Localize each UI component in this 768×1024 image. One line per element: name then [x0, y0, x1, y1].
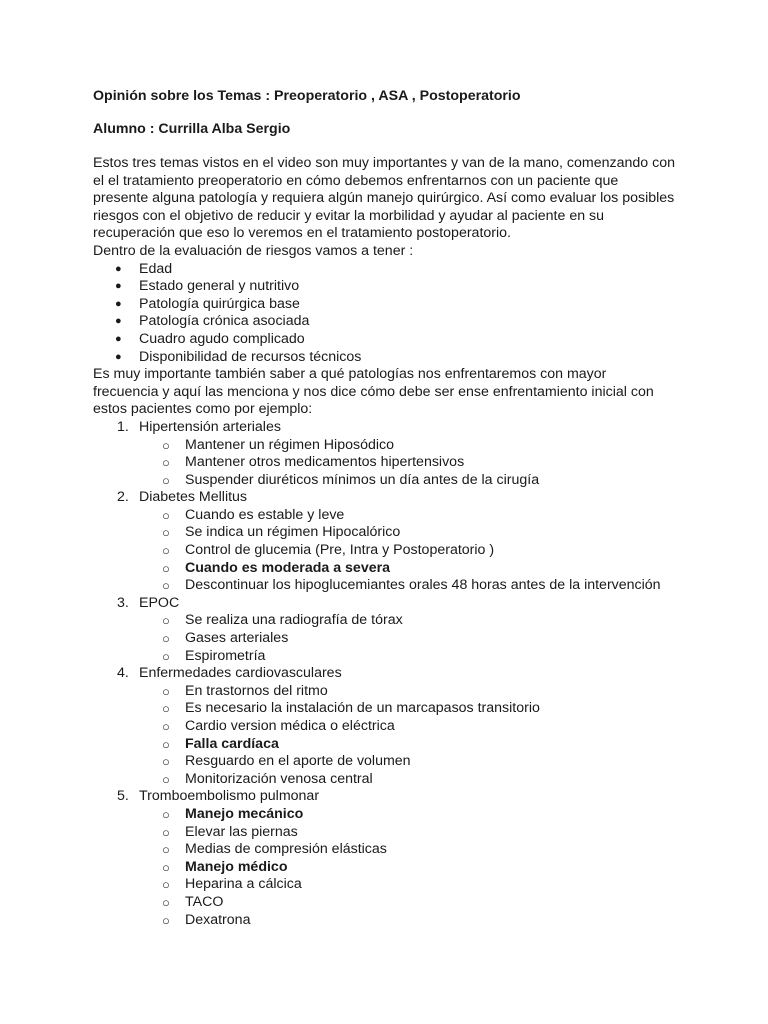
- sub-list-container: [93, 437, 693, 490]
- sub-item: [93, 894, 693, 912]
- risk-factor-item: [93, 261, 693, 279]
- circle-bullet-icon: ○: [162, 525, 170, 541]
- sub-item-text: Se indica un régimen Hipocalórico: [185, 524, 401, 541]
- bullet-icon: ●: [115, 297, 122, 310]
- bullet-icon: ●: [115, 315, 122, 328]
- sub-item-list: [93, 507, 693, 595]
- sub-item: [93, 648, 693, 666]
- sub-item-text: Suspender diuréticos mínimos un día antes de la cirugía: [185, 471, 540, 488]
- circle-bullet-icon: ○: [162, 806, 170, 822]
- paragraph-line: frecuencia y aquí las menciona y nos dice cómo debe ser ense enfrentamiento inicial con: [93, 383, 654, 400]
- risk-factor-item: [93, 349, 693, 367]
- circle-bullet-icon: ○: [162, 437, 170, 453]
- risk-factor-item: [93, 296, 693, 314]
- circle-bullet-icon: ○: [162, 771, 170, 787]
- sub-item-text: En trastornos del ritmo: [185, 682, 328, 699]
- sub-heading-text: Cuando es moderada a severa: [185, 559, 391, 576]
- sub-item-text: Resguardo en el aporte de volumen: [185, 753, 411, 770]
- intro-line: presente alguna patología y requiera algún manejo quirúrgico. Así como evaluar los posibles: [93, 190, 675, 207]
- sub-item: [93, 630, 693, 648]
- document-title: Opinión sobre los Temas : Preoperatorio , ASA , Postoperatorio: [93, 88, 521, 104]
- sub-item: [93, 824, 693, 842]
- sub-item: [93, 472, 693, 490]
- document-content: [93, 87, 693, 929]
- sub-item-text: Mantener otros medicamentos hipertensivos: [185, 454, 465, 471]
- author-line: Alumno : Currilla Alba Sergio: [93, 121, 291, 137]
- intro-paragraph: [93, 155, 693, 261]
- circle-bullet-icon: ○: [162, 507, 170, 523]
- sub-item-list: [93, 683, 693, 789]
- circle-bullet-icon: ○: [162, 736, 170, 752]
- circle-bullet-icon: ○: [162, 754, 170, 770]
- bullet-icon: ●: [115, 262, 122, 275]
- sub-item-text: Espirometría: [185, 647, 266, 664]
- circle-bullet-icon: ○: [162, 455, 170, 471]
- sub-heading-text: Manejo mecánico: [185, 805, 304, 822]
- circle-bullet-icon: ○: [162, 472, 170, 488]
- risk-factor-text: Patología quirúrgica base: [139, 295, 300, 312]
- sub-item: [93, 700, 693, 718]
- sub-item-text: Heparina a cálcica: [185, 876, 302, 893]
- list-number: 5.: [117, 788, 129, 805]
- circle-bullet-icon: ○: [162, 578, 170, 594]
- sub-item: [93, 683, 693, 701]
- circle-bullet-icon: ○: [162, 613, 170, 629]
- circle-bullet-icon: ○: [162, 560, 170, 576]
- sub-item: [93, 577, 693, 595]
- sub-item: [93, 437, 693, 455]
- pathology-item: [93, 419, 693, 437]
- circle-bullet-icon: ○: [162, 648, 170, 664]
- pathology-title: EPOC: [139, 594, 180, 611]
- circle-bullet-icon: ○: [162, 912, 170, 928]
- sub-item-text: Es necesario la instalación de un marcapasos transitorio: [185, 700, 540, 717]
- list-number: 4.: [117, 665, 129, 682]
- sub-item-text: Descontinuar los hipoglucemiantes orales 48 horas antes de la intervención: [185, 577, 661, 594]
- intro-line: Estos tres temas vistos en el video son muy importantes y van de la mano, comenzando con: [93, 155, 675, 171]
- risk-factor-item: [93, 331, 693, 349]
- sub-item-list: [93, 437, 693, 490]
- pathology-title: Hipertensión arteriales: [139, 418, 281, 435]
- risk-factor-item: [93, 278, 693, 296]
- sub-item: [93, 859, 693, 877]
- sub-item: [93, 841, 693, 859]
- bullet-icon: ●: [115, 350, 122, 363]
- sub-item: [93, 542, 693, 560]
- intro-line: Dentro de la evaluación de riesgos vamos a tener :: [93, 242, 414, 259]
- circle-bullet-icon: ○: [162, 842, 170, 858]
- sub-item-text: Cardio version médica o eléctrica: [185, 718, 395, 734]
- sub-item: [93, 912, 693, 930]
- sub-item-list: [93, 612, 693, 665]
- sub-item-text: Medias de compresión elásticas: [185, 841, 387, 858]
- pathology-list: [93, 419, 693, 929]
- circle-bullet-icon: ○: [162, 719, 170, 734]
- list-number: 3.: [117, 594, 129, 611]
- sub-item: [93, 560, 693, 578]
- intro-line: el el tratamiento preoperatorio en cómo debemos enfrentarnos con un paciente que: [93, 172, 619, 189]
- second-paragraph: [93, 366, 693, 419]
- risk-factor-text: Disponibilidad de recursos técnicos: [139, 348, 362, 365]
- sub-item-text: Mantener un régimen Hiposódico: [185, 436, 394, 453]
- risk-factor-text: Edad: [139, 260, 173, 277]
- sub-heading-text: Manejo médico: [185, 858, 288, 875]
- sub-item: [93, 876, 693, 894]
- sub-list-container: [93, 507, 693, 595]
- pathology-item: [93, 595, 693, 613]
- circle-bullet-icon: ○: [162, 824, 170, 840]
- bullet-icon: ●: [115, 332, 122, 345]
- sub-item-text: Elevar las piernas: [185, 823, 298, 840]
- paragraph-line: Es muy importante también saber a qué patologías nos enfrentaremos con mayor: [93, 366, 607, 383]
- list-number: 1.: [117, 418, 129, 435]
- pathology-title: Tromboembolismo pulmonar: [139, 788, 320, 805]
- bullet-icon: ●: [115, 280, 122, 293]
- pathology-title: Enfermedades cardiovasculares: [139, 665, 342, 682]
- circle-bullet-icon: ○: [162, 683, 170, 699]
- sub-list-container: [93, 683, 693, 789]
- sub-item: [93, 771, 693, 789]
- paragraph-line: estos pacientes como por ejemplo:: [93, 401, 313, 418]
- circle-bullet-icon: ○: [162, 701, 170, 717]
- sub-list-container: [93, 612, 693, 665]
- circle-bullet-icon: ○: [162, 877, 170, 893]
- sub-item: [93, 736, 693, 754]
- sub-item-text: TACO: [185, 893, 224, 910]
- list-number: 2.: [117, 489, 129, 506]
- pathology-item: [93, 665, 693, 683]
- pathology-item: [93, 788, 693, 806]
- sub-item: [93, 454, 693, 472]
- intro-line: riesgos con el objetivo de reducir y evitar la morbilidad y ayudar al paciente en su: [93, 207, 605, 224]
- sub-item: [93, 718, 693, 736]
- sub-item-text: Se realiza una radiografía de tórax: [185, 612, 403, 629]
- sub-item: [93, 524, 693, 542]
- risk-factor-item: [93, 313, 693, 331]
- sub-item: [93, 507, 693, 525]
- risk-factor-text: Cuadro agudo complicado: [139, 330, 305, 347]
- sub-list-container: [93, 806, 693, 929]
- circle-bullet-icon: ○: [162, 631, 170, 647]
- sub-item-list: [93, 806, 693, 929]
- sub-heading-text: Falla cardíaca: [185, 735, 279, 752]
- sub-item-text: Cuando es estable y leve: [185, 506, 345, 523]
- pathology-item: [93, 489, 693, 507]
- sub-item: [93, 753, 693, 771]
- sub-item-text: Dexatrona: [185, 911, 251, 928]
- circle-bullet-icon: ○: [162, 894, 170, 910]
- risk-factor-text: Estado general y nutritivo: [139, 278, 300, 295]
- sub-item: [93, 806, 693, 824]
- circle-bullet-icon: ○: [162, 543, 170, 559]
- risk-factor-text: Patología crónica asociada: [139, 313, 310, 330]
- pathology-title: Diabetes Mellitus: [139, 489, 248, 506]
- sub-item-text: Monitorización venosa central: [185, 770, 373, 787]
- sub-item-text: Control de glucemia (Pre, Intra y Postoperatorio ): [185, 542, 495, 559]
- sub-item: [93, 612, 693, 630]
- sub-item-text: Gases arteriales: [185, 630, 289, 647]
- circle-bullet-icon: ○: [162, 859, 170, 875]
- risk-factor-list: [93, 261, 693, 367]
- intro-line: recuperación que eso lo veremos en el tratamiento postoperatorio.: [93, 225, 511, 242]
